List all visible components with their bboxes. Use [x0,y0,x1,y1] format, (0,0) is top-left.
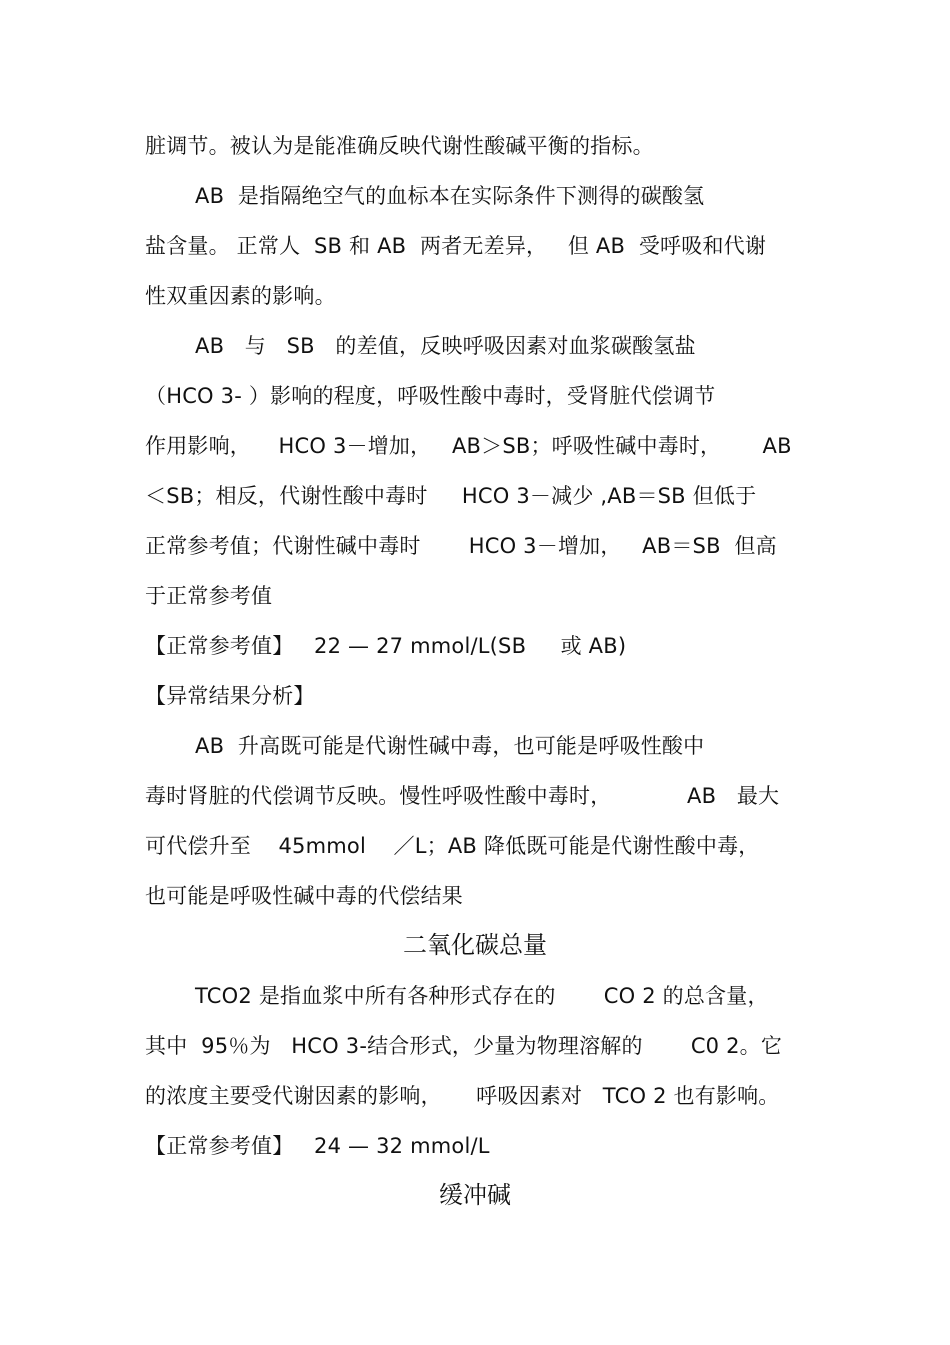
paragraph-line: 的浓度主要受代谢因素的影响， 呼吸因素对 TCO 2 也有影响。 [145,1084,780,1108]
paragraph-line: AB 升高既可能是代谢性碱中毒，也可能是呼吸性酸中 [195,734,705,758]
section-label: 【异常结果分析】 [145,684,315,708]
paragraph-line: 毒时肾脏的代偿调节反映。慢性呼吸性酸中毒时， AB 最大 [145,784,780,808]
paragraph-line: 盐含量。 正常人 SB 和 AB 两者无差异， 但 AB 受呼吸和代谢 [145,234,767,258]
paragraph-line: （HCO 3- ）影响的程度，呼吸性酸中毒时，受肾脏代偿调节 [145,384,716,408]
paragraph-line: AB 是指隔绝空气的血标本在实际条件下测得的碳酸氢 [195,184,705,208]
paragraph-line: 脏调节。被认为是能准确反映代谢性酸碱平衡的指标。 [145,134,654,158]
reference-value-line: 【正常参考值】 22 — 27 mmol/L(SB 或 AB) [145,634,627,658]
paragraph-line: 作用影响， HCO 3－增加， AB＞SB；呼吸性碱中毒时， AB [145,434,792,458]
paragraph-line: 也可能是呼吸性碱中毒的代偿结果 [145,884,463,908]
paragraph-line: TCO2 是指血浆中所有各种形式存在的 CO 2 的总含量， [195,984,769,1008]
paragraph-line: 性双重因素的影响。 [145,284,336,308]
reference-value-line: 【正常参考值】 24 — 32 mmol/L [145,1134,490,1158]
paragraph-line: 正常参考值；代谢性碱中毒时 HCO 3－增加， AB＝SB 但高 [145,534,777,558]
paragraph-line: ＜SB；相反，代谢性酸中毒时 HCO 3－减少 ,AB＝SB 但低于 [145,484,757,508]
section-heading: 缓冲碱 [439,1181,511,1209]
paragraph-line: AB 与 SB 的差值，反映呼吸因素对血浆碳酸氢盐 [195,334,696,358]
paragraph-line: 其中 95％为 HCO 3-结合形式，少量为物理溶解的 C0 2。它 [145,1034,783,1058]
section-heading: 二氧化碳总量 [403,931,547,959]
paragraph-line: 于正常参考值 [145,584,273,608]
paragraph-line: 可代偿升至 45mmol ／L；AB 降低既可能是代谢性酸中毒， [145,834,760,858]
